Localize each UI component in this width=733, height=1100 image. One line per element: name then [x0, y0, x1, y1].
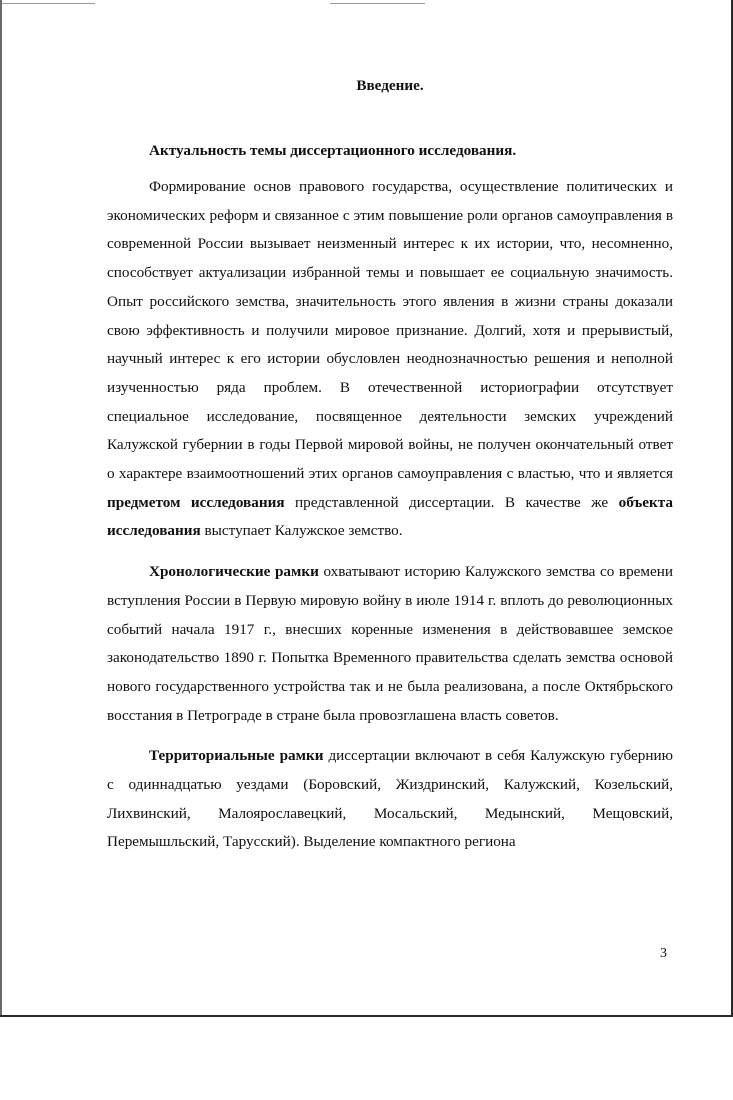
paragraph-territory — [107, 742, 673, 857]
section-heading: Актуальность темы диссертационного исследования. — [149, 142, 517, 159]
page-number: 3 — [660, 946, 667, 961]
paragraph-relevance-text-3: выступает Калужское земство. — [204, 522, 403, 540]
paragraph-relevance — [107, 173, 673, 546]
scan-border-bottom — [0, 1015, 733, 1017]
term-territorial-frame: Территориальные рамки — [149, 747, 324, 765]
paragraph-relevance-text-2: представленной диссертации. В качестве же — [295, 493, 609, 511]
paragraph-chronology-text: охватывают историю Калужского земства со времени вступления России в Первую мировую войну в июле 1914 г. вплоть до революционных событий начала 1917 г., внесших коренные изменения в действовавшее земское законодательство 1890 г. Попытка Временного правительства сделать земства основой нового государственного устройства так и не была реализована, а после Октябрьского восстания в Петрограде в стране была провозглашена власть советов. — [107, 563, 674, 724]
scan-border-left — [0, 0, 2, 1017]
term-chronological-frame: Хронологические рамки — [149, 563, 319, 581]
document-page — [107, 74, 673, 857]
scan-artifact-top-middle — [330, 3, 425, 4]
term-subject-of-research: предметом исследования — [107, 493, 285, 511]
scan-artifact-top-left — [0, 3, 95, 4]
paragraph-chronology — [107, 558, 673, 730]
paragraph-relevance-text-1: Формирование основ правового государства, осуществление политических и экономических реформ и связанное с этим повышение роли органов самоуправления в современной России вызывает неизменный интерес к их истории, что, несомненно, способствует актуализации избранной темы и повышает ее социальную значимость. Опыт российского земства, значительность этого явления в жизни страны доказали свою эффективность и получили мировое признание. Долгий, хотя и прерывистый, научный интерес к его истории обусловлен неоднозначностью решения и неполной изученностью ряда проблем. В отечественной историографии отсутствует специальное исследование, посвященное деятельности земских учреждений Калужской губернии в годы Первой мировой войны, не получен окончательный ответ о характере взаимоотношений этих органов самоуправления с властью, что и является — [107, 178, 673, 483]
term-object-of-research: объекта исследования — [107, 493, 674, 540]
paragraph-territory-text: диссертации включают в себя Калужскую губернию с одиннадцатью уездами (Боровский, Жиздринский, Калужский, Козельский, Лихвинский, Малоярославецкий, Мосальский, Медынский, Мещовский, Перемышльский, Тарусский). Выделение компактного региона — [107, 747, 673, 851]
document-title: Введение. — [356, 77, 424, 94]
